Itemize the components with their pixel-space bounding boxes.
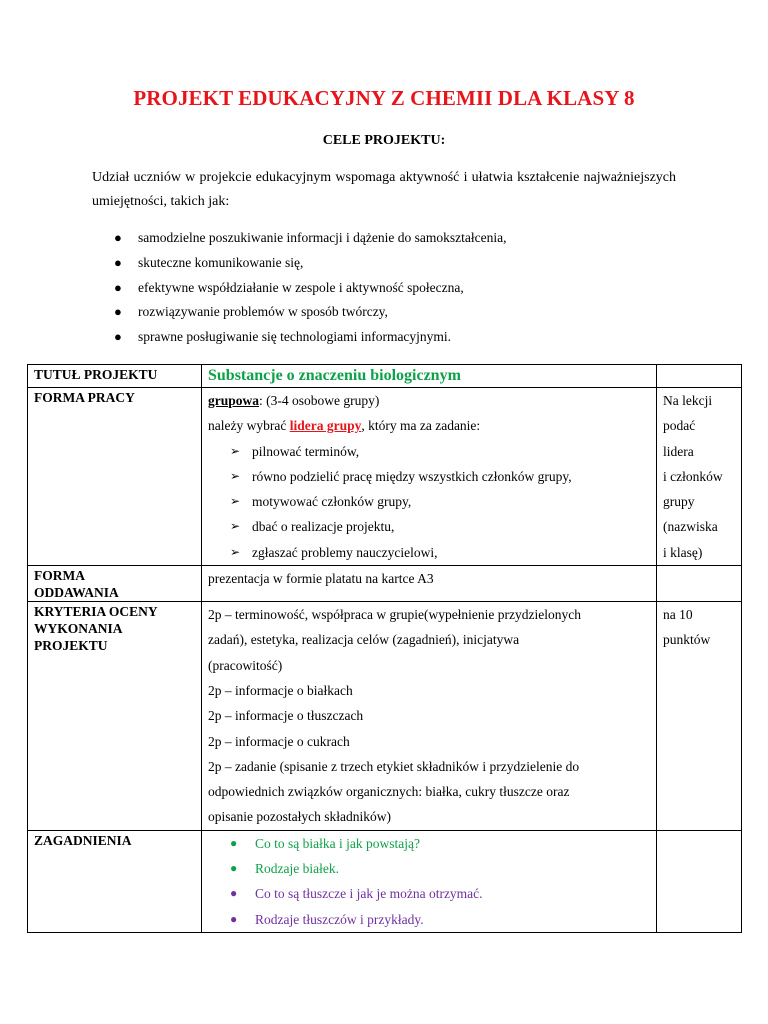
topics-cell — [202, 830, 657, 932]
delivery-form-cell: prezentacja w formie platatu na kartce A3 — [202, 566, 657, 602]
list-item: ● Rodzaje białek. — [208, 856, 650, 881]
leader-line: należy wybrać lidera grupy, który ma za zadanie: — [208, 418, 481, 434]
project-table — [27, 364, 742, 933]
goal-item: ● samodzielne poszukiwanie informacji i dążenie do samokształcenia, — [92, 226, 692, 251]
arrow-bullet-icon: ➢ — [230, 494, 241, 509]
bullet-icon: ● — [114, 230, 122, 245]
row-label: ZAGADNIENIA — [28, 830, 202, 932]
row-label: KRYTERIA OCENY WYKONANIA PROJEKTU — [28, 602, 202, 831]
list-item: ➢ dbać o realizacje projektu, — [208, 514, 650, 539]
criteria-cell: 2p – terminowość, współpraca w grupie(wypełnienie przydzielonych zadań), estetyka, realizacja celów (zagadnień), inicjatywa (pracowitość) 2p – informacje o białkach 2p – informacje o tłuszczach 2p – informacje o cukrach 2p – zadanie (spisanie z trzech etykiet składników i przydzielenie do odpowiednich związków organicznych: białka, cukry tłuszcze oraz opisanie pozostałych składników) — [202, 602, 657, 831]
arrow-bullet-icon: ➢ — [230, 519, 241, 534]
bullet-icon: ● — [114, 279, 122, 295]
list-item: ● Co to są białka i jak powstają? — [208, 831, 650, 856]
bullet-icon: ● — [114, 304, 122, 320]
project-title: Substancje o znaczeniu biologicznym — [208, 367, 461, 384]
leader-highlight: lidera grupy — [289, 418, 362, 434]
goal-item: ● sprawne posługiwanie się technologiami informacyjnymi. — [92, 325, 692, 350]
goal-item: ● skuteczne komunikowanie się, — [92, 251, 692, 276]
bullet-icon: ● — [114, 254, 122, 270]
table-row — [28, 566, 742, 602]
row-label: FORMA PRACY — [28, 388, 202, 566]
table-row — [28, 365, 742, 388]
project-title-cell — [202, 365, 657, 388]
goals-list — [92, 226, 692, 350]
note-cell — [657, 830, 742, 932]
row-label: FORMA ODDAWANIA — [28, 566, 202, 602]
section-heading: CELE PROJEKTU: — [322, 133, 446, 148]
list-item: ➢ zgłaszać problemy nauczycielowi, — [208, 540, 650, 565]
arrow-bullet-icon: ➢ — [230, 544, 241, 559]
leader-tasks-list — [208, 439, 650, 565]
intro-paragraph: Udział uczniów w projekcie edukacyjnym wspomaga aktywność i ułatwia kształcenie najważniejszych umiejętności, takich jak: — [92, 170, 676, 209]
work-form-cell — [202, 388, 657, 566]
note-cell: na 10 punktów — [657, 602, 742, 831]
list-item: ➢ równo podzielić pracę między wszystkich członków grupy, — [208, 464, 650, 489]
bullet-icon: ● — [230, 886, 238, 901]
list-item: ➢ motywować członków grupy, — [208, 489, 650, 514]
table-row — [28, 602, 742, 831]
bullet-icon: ● — [230, 911, 238, 926]
table-row — [28, 830, 742, 932]
work-type-line: grupowa: (3-4 osobowe grupy) — [208, 393, 380, 408]
list-item: ➢ pilnować terminów, — [208, 439, 650, 464]
topics-list — [208, 831, 650, 932]
list-item: ● Rodzaje tłuszczów i przykłady. — [208, 907, 650, 932]
arrow-bullet-icon: ➢ — [230, 443, 241, 458]
arrow-bullet-icon: ➢ — [230, 468, 241, 483]
goal-item: ● rozwiązywanie problemów w sposób twórczy, — [92, 300, 692, 325]
note-cell — [657, 566, 742, 602]
bullet-icon: ● — [230, 835, 238, 850]
table-row — [28, 388, 742, 566]
goal-item: ● efektywne współdziałanie w zespole i aktywność społeczna, — [92, 276, 692, 301]
list-item: ● Co to są tłuszcze i jak je można otrzymać. — [208, 881, 650, 906]
row-label: TUTUŁ PROJEKTU — [28, 365, 202, 388]
note-cell — [657, 365, 742, 388]
page-title: PROJEKT EDUKACYJNY Z CHEMII DLA KLASY 8 — [133, 86, 635, 110]
bullet-icon: ● — [230, 861, 238, 876]
bullet-icon: ● — [114, 329, 122, 345]
note-cell: Na lekcji podać lidera i członków grupy (nazwiska i klasę) — [657, 388, 742, 566]
work-type: grupowa — [208, 393, 260, 408]
